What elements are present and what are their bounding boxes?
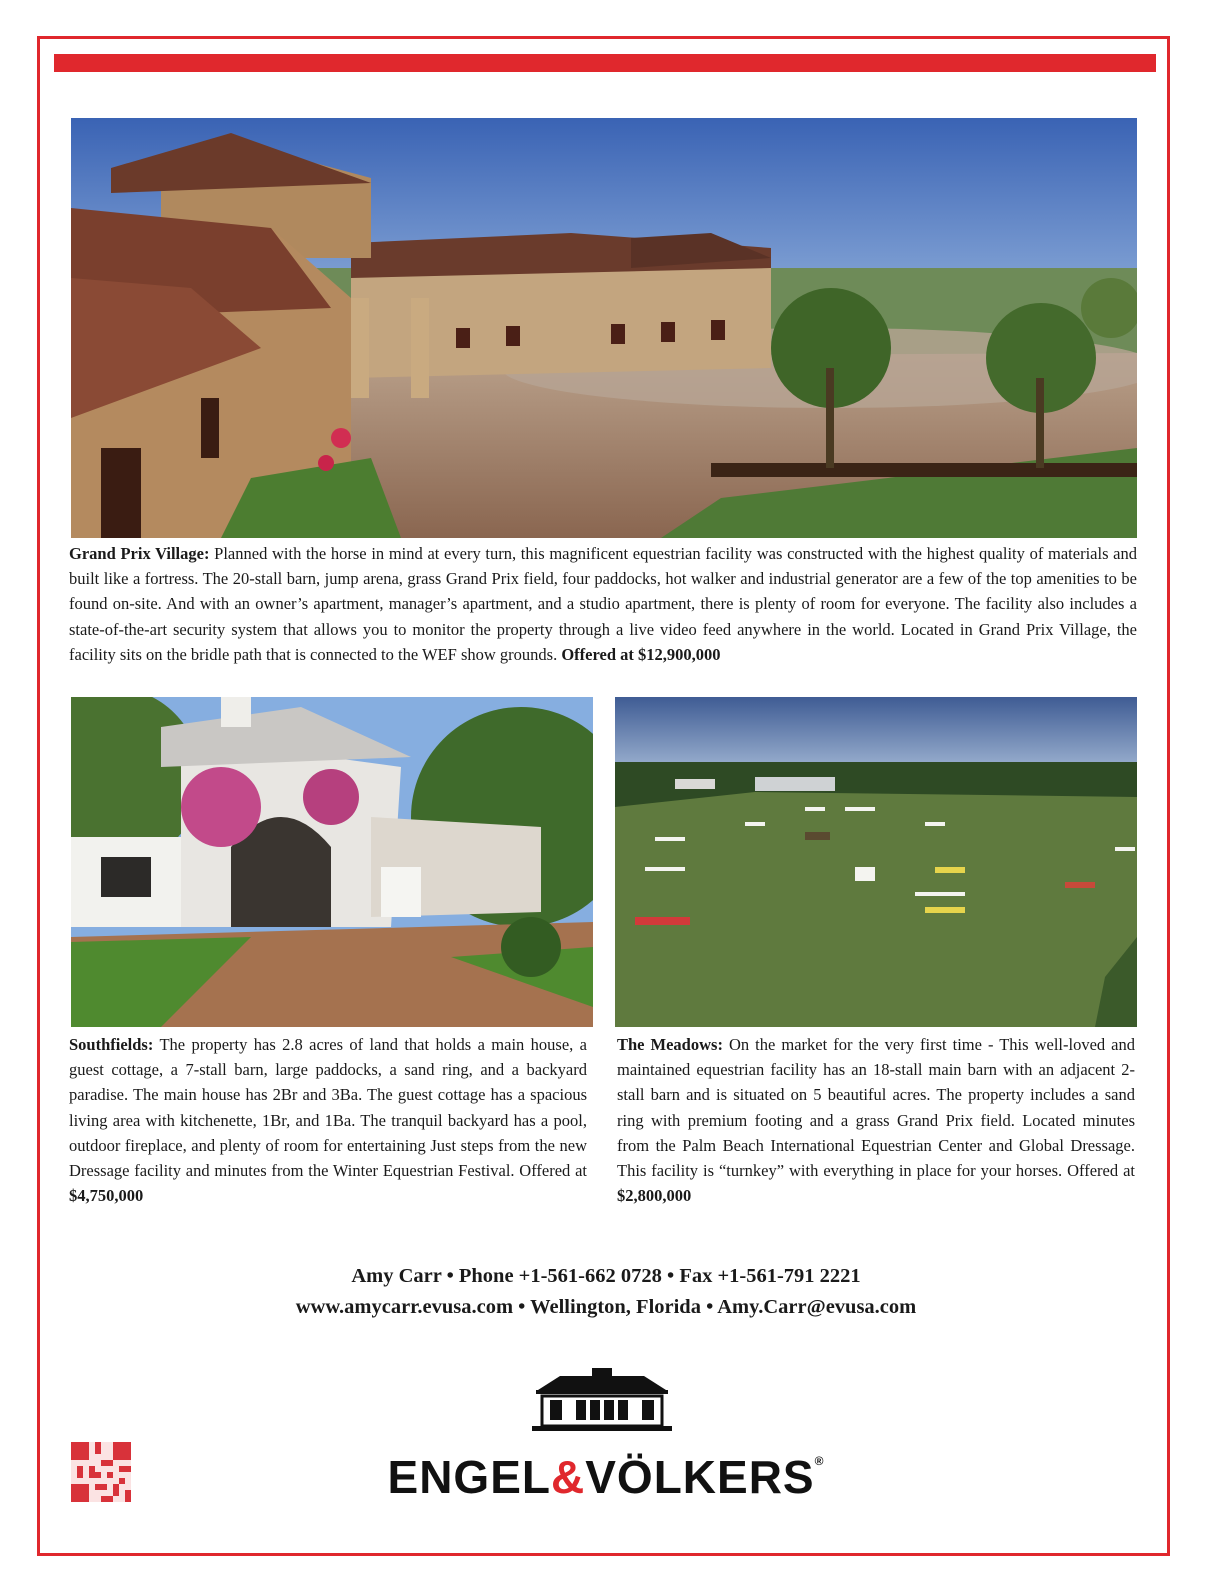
southfields-description bbox=[69, 1032, 587, 1208]
southfields-photo bbox=[71, 697, 593, 1027]
listing-name: Southfields: bbox=[69, 1035, 154, 1054]
contact-line-web: www.amycarr.evusa.com • Wellington, Florida • Amy.Carr@evusa.com bbox=[295, 1296, 917, 1318]
building-logo-icon bbox=[530, 1368, 674, 1432]
contact-line-phone: Amy Carr • Phone +1-561-662 0728 • Fax +1-561-791 2221 bbox=[351, 1265, 861, 1287]
listing-name: Grand Prix Village: bbox=[69, 544, 210, 563]
listing-body: On the market for the very first time - This well-loved and maintained equestrian facility has an 18-stall main barn with an adjacent 2-stall barn and is situated on 5 beautiful acres. The property includes a sand ring with premium footing and a grass Grand Prix field. Located minutes from the Palm Beach International Equestrian Center and Global Dressage. This facility is “turnkey” with everything in place for your horses. Offered at bbox=[617, 1035, 1135, 1181]
brand-logo bbox=[360, 1450, 852, 1504]
grand-prix-village-photo bbox=[71, 118, 1137, 538]
brand-part1: ENGEL bbox=[387, 1451, 551, 1503]
qr-code-icon bbox=[70, 1442, 132, 1502]
the-meadows-description bbox=[617, 1032, 1135, 1208]
brand-ampersand: & bbox=[551, 1451, 586, 1503]
listing-price: Offered at $12,900,000 bbox=[561, 644, 721, 664]
listing-body: The property has 2.8 acres of land that holds a main house, a guest cottage, a 7-stall barn, large paddocks, a sand ring, and a backyard paradise. The main house has 2Br and 3Ba. The guest cottage has a spacious living area with kitchenette, 1Br, and 1Ba. The tranquil backyard has a pool, outdoor fireplace, and plenty of room for entertaining Just steps from the new Dressage facility and minutes from the Winter Equestrian Festival. Offered at bbox=[69, 1035, 587, 1181]
listing-price: $4,750,000 bbox=[69, 1186, 144, 1206]
brand-part2: VÖLKERS bbox=[585, 1451, 815, 1503]
registered-mark: ® bbox=[814, 1454, 825, 1468]
grand-prix-village-description bbox=[69, 541, 1137, 667]
listing-body: Planned with the horse in mind at every turn, this magnificent equestrian facility was constructed with the highest quality of materials and built like a fortress. The 20-stall barn, jump arena, grass Grand Prix field, four paddocks, hot walker and industrial generator are a few of the top amenities to be found on-site. And with an owner’s apartment, manager’s apartment, and a studio apartment, there is plenty of room for everyone. The facility also includes a state-of-the-art security system that allows you to monitor the property through a live video feed anywhere in the world. Located in Grand Prix Village, the facility sits on the bridle path that is connected to the WEF show grounds. bbox=[69, 544, 1138, 664]
listing-name: The Meadows: bbox=[617, 1035, 723, 1054]
top-accent-bar bbox=[54, 54, 1156, 72]
listing-price: $2,800,000 bbox=[617, 1186, 692, 1206]
the-meadows-photo bbox=[615, 697, 1137, 1027]
